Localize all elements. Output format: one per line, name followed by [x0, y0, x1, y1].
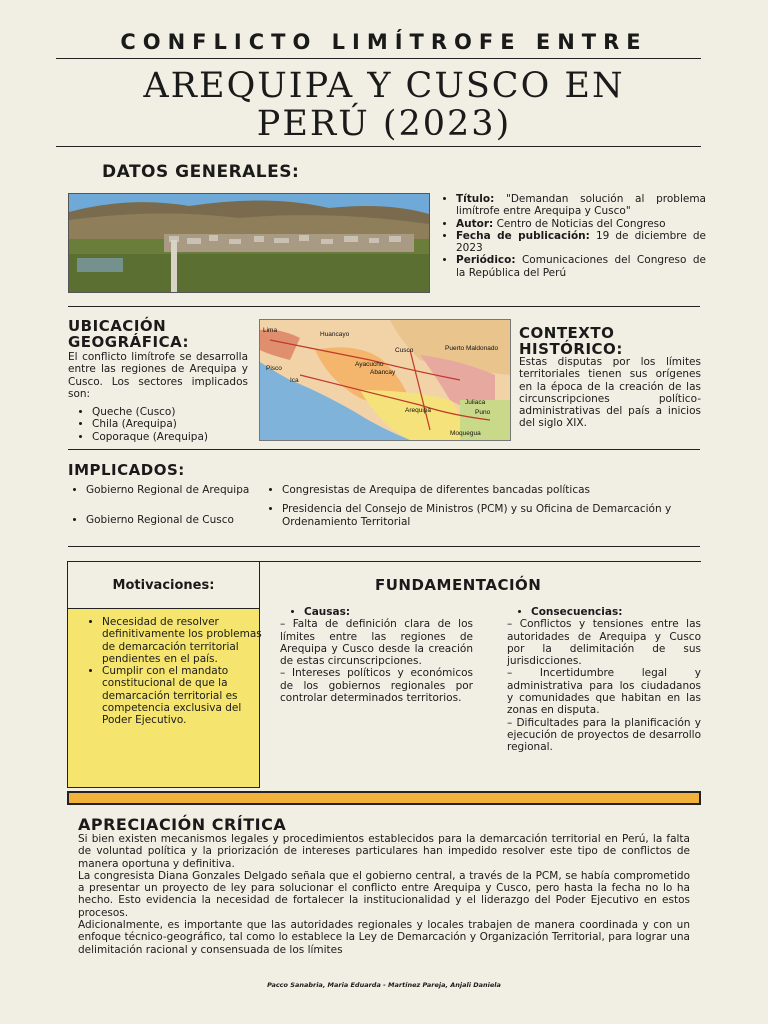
map-label: Cusco — [395, 347, 414, 354]
ubicacion-text: El conflicto limítrofe se desarrolla entre las regiones de Arequipa y Cusco. Los sectores implicados son: — [68, 351, 248, 400]
header-kicker: CONFLICTO LIMÍTROFE ENTRE — [120, 30, 648, 54]
list-item: • Cumplir con el mandato constitucional de que la demarcación territorial es competencia exclusiva del Poder Ejecutivo. — [102, 665, 262, 726]
ubicacion-heading: UBICACIÓN GEOGRÁFICA: — [68, 317, 190, 351]
consecuencia-item: – Conflictos y tensiones entre las autoridades de Arequipa y Cusco por la delimitación de sus jurisdicciones. — [507, 618, 701, 668]
map-label: Huancayo — [320, 331, 350, 338]
list-item: • Coporaque (Arequipa) — [92, 431, 272, 443]
map-label: Moquegua — [450, 430, 481, 437]
contexto-text: Estas disputas por los límites territoriales tienen sus orígenes en la época de la creación de las circunscripciones político-administrativas del país a inicios del siglo XIX. — [519, 356, 701, 430]
map-label: Pisco — [266, 365, 282, 372]
motivaciones-heading: Motivaciones: — [67, 561, 260, 609]
page-title-line2: PERÚ (2023) — [256, 104, 512, 144]
causas-column — [280, 606, 473, 704]
map-label: Arequipa — [405, 407, 432, 414]
section-divider-3 — [68, 546, 700, 547]
list-item: • Necesidad de resolver definitivamente los problemas de demarcación territorial pendientes en el país. — [102, 616, 262, 665]
section-divider-1 — [68, 306, 700, 307]
datos-item-titulo: • Título: "Demandan solución al problema limítrofe entre Arequipa y Cusco" — [456, 193, 706, 218]
landscape-photo-image — [69, 194, 429, 292]
implicados-col2 — [266, 484, 682, 528]
datos-generales-heading: DATOS GENERALES: — [102, 162, 300, 182]
consecuencia-item: – Dificultades para la planificación y ejecución de proyectos de desarrollo regional. — [507, 716, 701, 754]
fundamentacion-top-rule — [258, 561, 701, 562]
list-item: • Gobierno Regional de Arequipa — [86, 484, 256, 496]
consecuencias-column — [507, 606, 701, 754]
list-item: • Chila (Arequipa) — [92, 418, 272, 430]
list-item: • Gobierno Regional de Cusco — [86, 514, 256, 526]
section-divider-2 — [68, 449, 700, 450]
apreciacion-body — [78, 833, 690, 956]
datos-item-periodico: • Periódico: Comunicaciones del Congreso de la República del Perú — [456, 254, 706, 279]
motivaciones-list — [88, 616, 262, 727]
list-item: • Congresistas de Arequipa de diferentes bancadas políticas — [282, 484, 682, 496]
region-map — [259, 319, 511, 441]
consecuencias-label: • Consecuencias: — [531, 606, 701, 618]
footer-authors: Pacco Sanabria, Maria Eduarda - Martinez Pareja, Anjali Daniela — [267, 981, 501, 989]
apreciacion-paragraph: La congresista Diana Gonzales Delgado señala que el gobierno central, a través de la PCM, se había comprometido a presentar un proyecto de ley para solucionar el conflicto entre Arequipa y Cusco, pero hasta la fecha no lo ha hecho. Esto evidencia la necesidad de fortalecer la institucionalidad y el liderazgo del Poder Ejecutivo en estos procesos. — [78, 869, 690, 919]
apreciacion-paragraph: Si bien existen mecanismos legales y procedimientos establecidos para la demarcación territorial en Perú, la falta de voluntad política y la priorización de intereses particulares han impedido resolver este tipo de conflictos de manera oportuna y definitiva. — [78, 833, 690, 870]
map-label: Ica — [290, 377, 299, 384]
accent-bar — [67, 791, 701, 805]
datos-item-fecha: • Fecha de publicación: 19 de diciembre de 2023 — [456, 230, 706, 255]
landscape-photo — [68, 193, 430, 293]
consecuencia-item: – Incertidumbre legal y administrativa para los ciudadanos y comunidades que habitan en las zonas en disputa. — [507, 667, 701, 717]
implicados-heading: IMPLICADOS: — [68, 461, 185, 479]
map-label: Puerto Maldonado — [445, 345, 499, 352]
list-item: • Presidencia del Consejo de Ministros (PCM) y su Oficina de Demarcación y Ordenamiento Territorial — [282, 503, 682, 528]
apreciacion-heading: APRECIACIÓN CRÍTICA — [78, 815, 287, 834]
causas-label: • Causas: — [304, 606, 473, 618]
header-bottom-rule — [56, 146, 701, 147]
map-label: Juliaca — [465, 399, 486, 406]
datos-generales-list — [440, 193, 706, 279]
apreciacion-paragraph: Adicionalmente, es importante que las autoridades regionales y locales trabajen de manera coordinada y con un enfoque técnico-geográfico, tal como lo establece la Ley de Demarcación y Organización Territorial, para lograr una delimitación racional y consensuada de los límites — [78, 919, 690, 956]
page-title-line1: AREQUIPA Y CUSCO EN — [143, 66, 625, 106]
contexto-heading: CONTEXTO HISTÓRICO: — [519, 324, 623, 358]
causa-item: – Falta de definición clara de los límites entre las regiones de Arequipa y Cusco desde la creación de estas circunscripciones. — [280, 618, 473, 668]
header-top-rule — [56, 58, 701, 59]
ubicacion-list — [76, 406, 272, 443]
list-item: • Queche (Cusco) — [92, 406, 272, 418]
map-label: Lima — [263, 327, 278, 334]
map-label: Puno — [475, 409, 491, 416]
map-label: Abancay — [370, 369, 396, 376]
fundamentacion-heading: FUNDAMENTACIÓN — [375, 576, 542, 594]
map-label: Ayacucho — [355, 361, 384, 368]
causa-item: – Intereses políticos y económicos de los gobiernos regionales por controlar determinados territorios. — [280, 667, 473, 705]
region-map-image — [260, 320, 510, 440]
datos-item-autor: • Autor: Centro de Noticias del Congreso — [456, 218, 706, 230]
implicados-col1 — [70, 484, 256, 527]
